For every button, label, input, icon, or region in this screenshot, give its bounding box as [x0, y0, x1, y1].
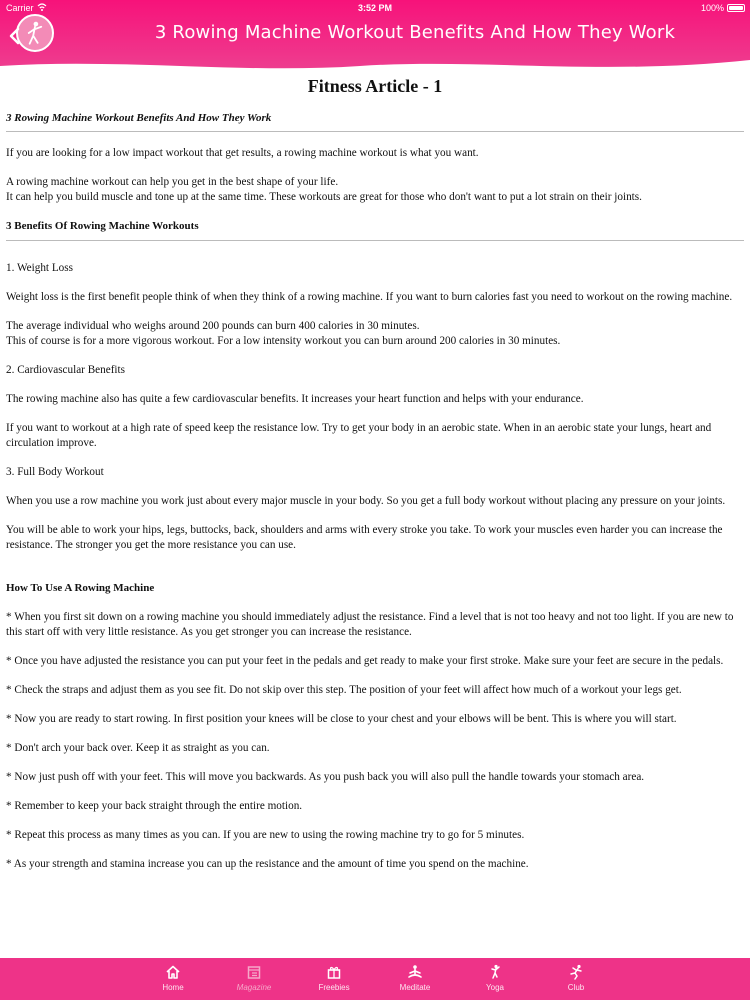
- benefit-title: 3. Full Body Workout: [6, 466, 104, 478]
- paragraph: When you use a row machine you work just about every major muscle in your body. So you get a full body workout without placing any pressure on your joints.: [6, 495, 726, 507]
- header-title: 3 Rowing Machine Workout Benefits And How They Work: [154, 22, 676, 43]
- paragraph-line: This of course is for a more vigorous workout. For a low intensity workout you can burn around 200 calories in 30 minutes.: [6, 335, 561, 347]
- paragraph-line: A rowing machine workout can help you get in the best shape of your life.: [6, 176, 339, 188]
- tab-label: Home: [162, 983, 184, 992]
- clock-label: 3:52 PM: [357, 3, 392, 13]
- step-item: * Once you have adjusted the resistance you can put your feet in the pedals and get ready to make your first stroke. Make sure your feet are secure in the pedals.: [6, 655, 724, 667]
- carrier-label: Carrier: [6, 3, 34, 13]
- paragraph: [6, 175, 744, 205]
- paragraph: If you are looking for a low impact workout that get results, a rowing machine workout is what you want.: [6, 147, 479, 159]
- club-icon: [568, 964, 584, 980]
- section-title-benefits: 3 Benefits Of Rowing Machine Workouts: [6, 219, 744, 241]
- paragraph: [6, 319, 744, 349]
- magazine-icon: [246, 964, 262, 980]
- gift-icon: [326, 964, 342, 980]
- tab-label: Yoga: [486, 983, 504, 992]
- tab-label: Freebies: [318, 983, 350, 992]
- tab-magazine[interactable]: [214, 958, 294, 1000]
- paragraph: The rowing machine also has quite a few cardiovascular benefits. It increases your heart function and helps with your endurance.: [6, 393, 584, 405]
- section-title-howto: How To Use A Rowing Machine: [6, 582, 155, 594]
- paragraph-line: The average individual who weighs around 200 pounds can burn 400 calories in 30 minutes.: [6, 320, 420, 332]
- yoga-icon: [487, 964, 503, 980]
- back-button[interactable]: [4, 24, 26, 48]
- tab-freebies[interactable]: [294, 958, 374, 1000]
- battery-icon: [727, 4, 745, 12]
- article-content: [6, 72, 744, 958]
- step-item: * Check the straps and adjust them as you see fit. Do not skip over this step. The position of your feet will affect how much of a workout your legs get.: [6, 684, 682, 696]
- article-intro-title: 3 Rowing Machine Workout Benefits And How They Work: [6, 111, 744, 132]
- tab-label: Club: [567, 983, 585, 992]
- header-bar: [0, 0, 750, 72]
- benefit-title: 1. Weight Loss: [6, 262, 73, 274]
- step-item: * When you first sit down on a rowing machine you should immediately adjust the resistance. Find a level that is not too heavy and not too light. If you are new to this start off with very little resistance. As you get stronger you can increase the resistance.: [6, 611, 734, 638]
- tab-home[interactable]: [133, 958, 213, 1000]
- paragraph: You will be able to work your hips, legs, buttocks, back, shoulders and arms with every stroke you take. To work your muscles even harder you can increase the resistance. The stronger you get the more resistance you can use.: [6, 524, 723, 551]
- tab-bar: [0, 958, 750, 1000]
- step-item: * Don't arch your back over. Keep it as straight as you can.: [6, 742, 270, 754]
- tab-label: Meditate: [399, 983, 431, 992]
- status-bar: [0, 0, 750, 16]
- paragraph: Weight loss is the first benefit people think of when they think of a rowing machine. If you want to burn calories fast you need to workout on the rowing machine.: [6, 291, 733, 303]
- step-item: * Repeat this process as many times as you can. If you are new to using the rowing machine try to go for 5 minutes.: [6, 829, 525, 841]
- benefit-title: 2. Cardiovascular Benefits: [6, 364, 125, 376]
- tab-meditate[interactable]: [375, 958, 455, 1000]
- tab-yoga[interactable]: [455, 958, 535, 1000]
- article-heading: Fitness Article - 1: [307, 76, 443, 96]
- paragraph-line: It can help you build muscle and tone up at the same time. These workouts are great for those who don't want to put a lot strain on their joints.: [6, 191, 642, 203]
- step-item: * Now just push off with your feet. This will move you backwards. As you push back you will also pull the handle towards your stomach area.: [6, 771, 645, 783]
- battery-percent: 100%: [700, 3, 724, 13]
- home-icon: [165, 964, 181, 980]
- step-item: * Now you are ready to start rowing. In first position your knees will be close to your chest and your elbows will be bent. This is where you will start.: [6, 713, 677, 725]
- tab-label: Magazine: [236, 983, 272, 992]
- tab-club[interactable]: [536, 958, 616, 1000]
- meditate-icon: [407, 964, 423, 980]
- paragraph: If you want to workout at a high rate of speed keep the resistance low. Try to get your body in an aerobic state. When in an aerobic state your lungs, heart and circulation improve.: [6, 422, 712, 449]
- step-item: * As your strength and stamina increase you can up the resistance and the amount of time you spend on the machine.: [6, 858, 529, 870]
- step-item: * Remember to keep your back straight through the entire motion.: [6, 800, 303, 812]
